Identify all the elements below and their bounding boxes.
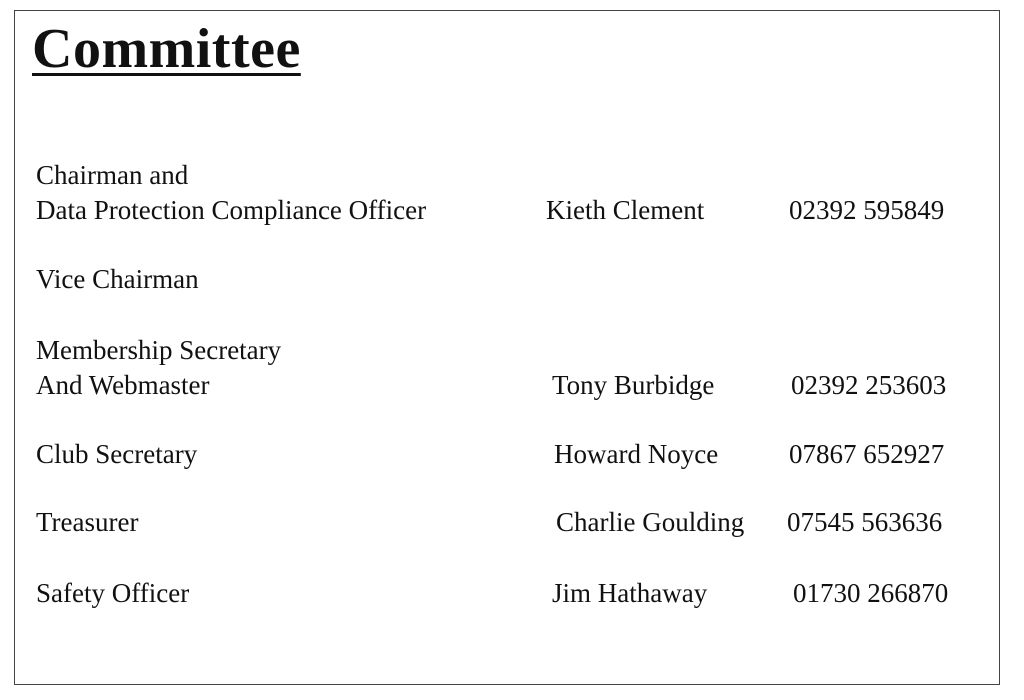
role-label: [36, 437, 197, 472]
member-name: Howard Noyce: [554, 439, 719, 469]
member-phone: 07545 563636: [787, 507, 943, 537]
role-line: Data Protection Compliance Officer: [36, 195, 427, 225]
role-line: Club Secretary: [36, 439, 198, 469]
role-label: [36, 333, 281, 403]
page-title: Committee: [32, 18, 301, 80]
member-name: Charlie Goulding: [556, 507, 745, 537]
role-line: Treasurer: [36, 507, 139, 537]
member-name: Kieth Clement: [546, 195, 705, 225]
member-phone: 02392 253603: [791, 370, 947, 400]
role-line: Chairman and: [36, 160, 189, 190]
member-name: Jim Hathaway: [552, 578, 708, 608]
role-label: [36, 262, 199, 297]
member-name: Tony Burbidge: [552, 370, 715, 400]
role-line: Vice Chairman: [36, 264, 199, 294]
member-phone: 02392 595849: [789, 195, 945, 225]
role-label: [36, 158, 426, 228]
member-phone: 01730 266870: [793, 578, 949, 608]
role-label: [36, 576, 189, 611]
role-line: Membership Secretary: [36, 335, 282, 365]
role-line: And Webmaster: [36, 370, 210, 400]
member-phone: 07867 652927: [789, 439, 945, 469]
role-label: [36, 505, 138, 540]
role-line: Safety Officer: [36, 578, 190, 608]
